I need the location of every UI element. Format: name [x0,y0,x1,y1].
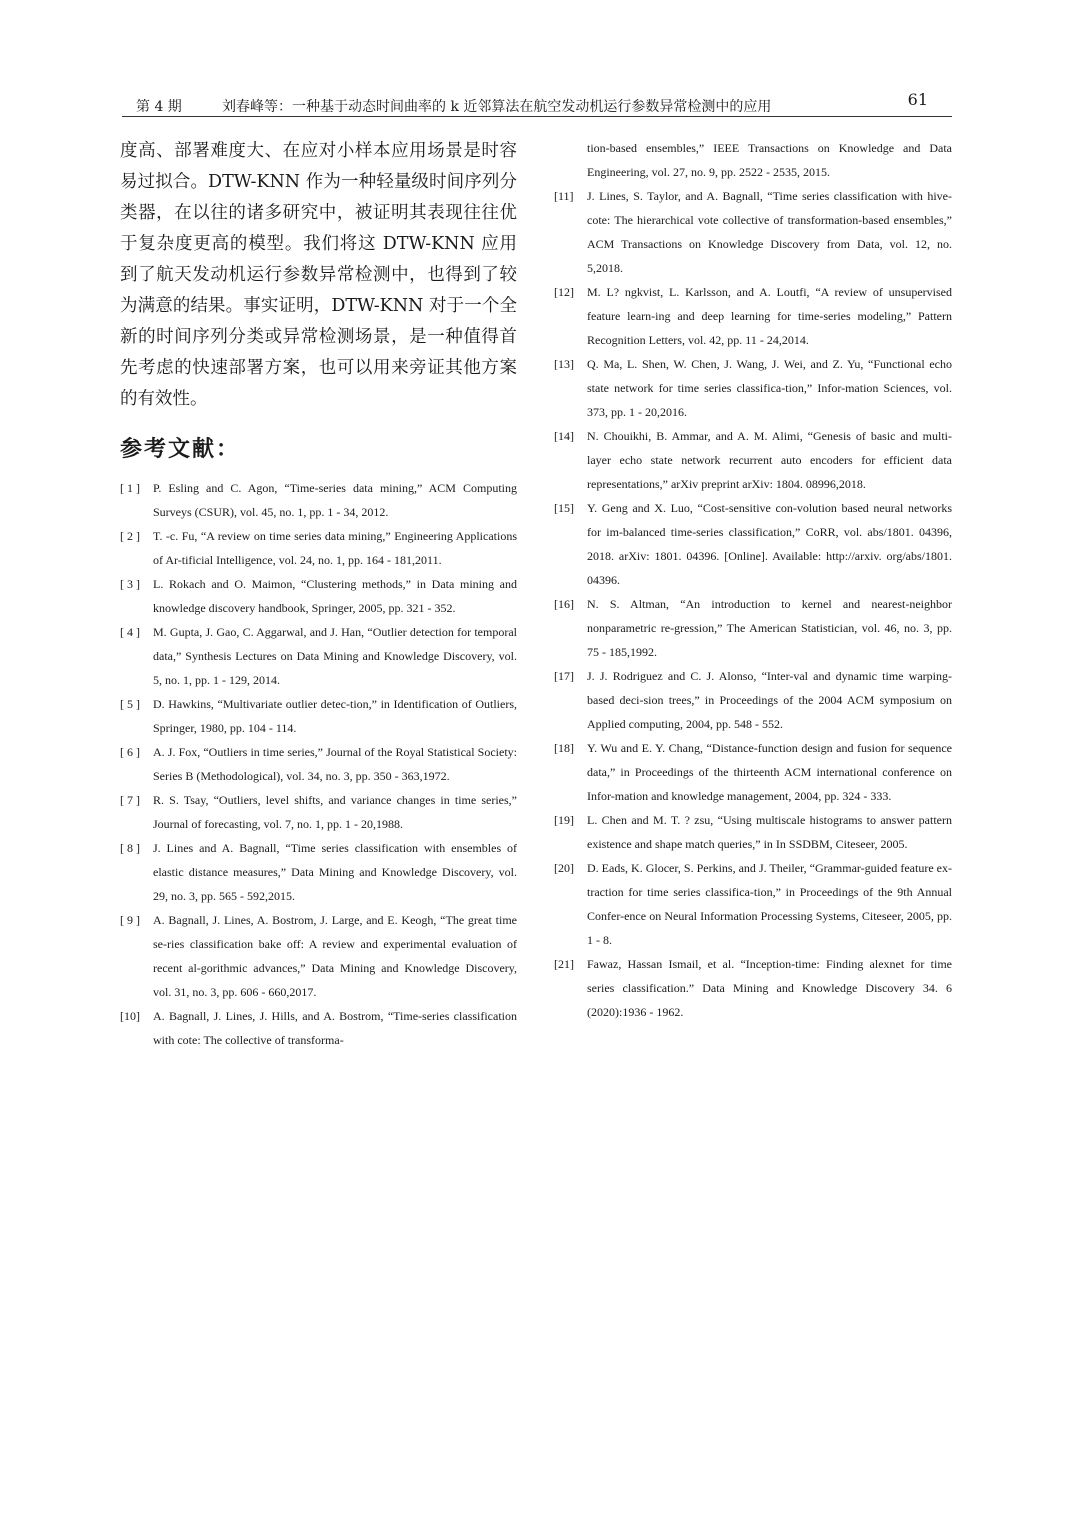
reference-item [120,836,517,908]
reference-tag: [ 3 ] [120,577,140,591]
reference-item [120,788,517,836]
reference-tag: [ 2 ] [120,529,140,543]
reference-text: M. Gupta, J. Gao, C. Aggarwal, and J. Han, “Outlier detection for temporal data,” Synthesis Lectures on Data Mining and Knowledge Discovery, vol. 5, no. 1, pp. 1 - 129, 2014. [153,625,517,687]
references-list-left [120,476,517,1052]
reference-item-continued [554,136,952,184]
reference-text: tion-based ensembles,” IEEE Transactions on Knowledge and Data Engineering, vol. 27, no. 9, pp. 2522 - 2535, 2015. [587,141,952,179]
reference-item [554,496,952,592]
reference-tag: [21] [554,957,574,971]
reference-item [554,856,952,952]
running-title: 刘春峰等：一种基于动态时间曲率的 k 近邻算法在航空发动机运行参数异常检测中的应用 [222,99,772,115]
reference-tag: [20] [554,861,574,875]
reference-text: M. L? ngkvist, L. Karlsson, and A. Loutfi, “A review of unsupervised feature learn-ing and deep learning for time-series modeling,” Pattern Recognition Letters, vol. 42, pp. 11 - 24,2014. [587,285,952,347]
reference-tag: [18] [554,741,574,755]
reference-item [554,808,952,856]
reference-text: D. Eads, K. Glocer, S. Perkins, and J. Theiler, “Grammar-guided feature ex-traction for time series classifica-tion,” in Proceedings of the 9th Annual Confer-ence on Neural Information Processing Systems, Citeseer, 2005, pp. 1 - 8. [587,861,952,947]
reference-text: J. Lines, S. Taylor, and A. Bagnall, “Time series classification with hive-cote: The hierarchical vote collective of transformation-based ensembles,” ACM Transactions on Knowledge Discovery from Data, vol. 12, no. 5,2018. [587,189,952,275]
reference-tag: [17] [554,669,574,683]
reference-tag: [11] [554,189,574,203]
reference-tag: [ 8 ] [120,841,140,855]
reference-tag: [14] [554,429,574,443]
reference-item [120,1004,517,1052]
reference-text: P. Esling and C. Agon, “Time-series data mining,” ACM Computing Surveys (CSUR), vol. 45, no. 1, pp. 1 - 34, 2012. [153,481,517,519]
reference-text: D. Hawkins, “Multivariate outlier detec-tion,” in Identification of Outliers, Springer, 1980, pp. 104 - 114. [153,697,517,735]
reference-item [120,524,517,572]
references-list-right [554,136,952,1024]
reference-text: J. Lines and A. Bagnall, “Time series classification with ensembles of elastic distance measures,” Data Mining and Knowledge Discovery, vol. 29, no. 3, pp. 565 - 592,2015. [153,841,517,903]
reference-text: Y. Geng and X. Luo, “Cost-sensitive con-volution based neural networks for im-balanced time-series classification,” CoRR, vol. abs/1801. 04396, 2018. arXiv: 1801. 04396. [Online]. Available: http://arxiv. org/abs/1801. 04396. [587,501,952,587]
reference-text: T. -c. Fu, “A review on time series data mining,” Engineering Applications of Ar-tificial Intelligence, vol. 24, no. 1, pp. 164 - 181,2011. [153,529,517,567]
reference-item [120,620,517,692]
reference-item [554,664,952,736]
reference-tag: [ 9 ] [120,913,140,927]
reference-tag: [ 5 ] [120,697,140,711]
page-header [122,92,952,117]
reference-text: R. S. Tsay, “Outliers, level shifts, and variance changes in time series,” Journal of forecasting, vol. 7, no. 1, pp. 1 - 20,1988. [153,793,517,831]
reference-text: A. J. Fox, “Outliers in time series,” Journal of the Royal Statistical Society: Series B (Methodological), vol. 34, no. 3, pp. 350 - 363,1972. [153,745,517,783]
reference-tag: [ 6 ] [120,745,140,759]
reference-text: A. Bagnall, J. Lines, A. Bostrom, J. Large, and E. Keogh, “The great time se-ries classification bake off: A review and experimental evaluation of recent al-gorithmic advances,” Data Mining and Knowledge Discovery, vol. 31, no. 3, pp. 606 - 660,2017. [153,913,517,999]
reference-item [554,952,952,1024]
reference-tag: [13] [554,357,574,371]
reference-item [554,280,952,352]
issue-label: 第 4 期 [136,99,182,115]
reference-text: N. Chouikhi, B. Ammar, and A. M. Alimi, “Genesis of basic and multi-layer echo state network recurrent auto encoders for efficient data representations,” arXiv preprint arXiv: 1804. 08996,2018. [587,429,952,491]
reference-text: J. J. Rodriguez and C. J. Alonso, “Inter-val and dynamic time warping-based deci-sion trees,” in Proceedings of the 2004 ACM symposium on Applied computing, 2004, pp. 548 - 552. [587,669,952,731]
reference-item [120,692,517,740]
reference-text: Fawaz, Hassan Ismail, et al. “Inception-time: Finding alexnet for time series classification.” Data Mining and Knowledge Discovery 34. 6 (2020):1936 - 1962. [587,957,952,1019]
reference-tag: [19] [554,813,574,827]
reference-text: A. Bagnall, J. Lines, J. Hills, and A. Bostrom, “Time-series classification with cote: The collective of transforma- [153,1009,517,1047]
reference-item [120,572,517,620]
reference-item [120,476,517,524]
references-heading: 参考文献： [120,436,241,462]
reference-item [554,736,952,808]
body-paragraph: 度高、部署难度大、在应对小样本应用场景是时容易过拟合。DTW-KNN 作为一种轻量级时间序列分类器，在以往的诸多研究中，被证明其表现往往优于复杂度更高的模型。我们将这 DTW-KNN 应用到了航天发动机运行参数异常检测中，也得到了较为满意的结果。事实证明，DTW-KNN 对于一个全新的时间序列分类或异常检测场景，是一种值得首先考虑的快速部署方案，也可以用来旁证其他方案的有效性。 [120,141,517,409]
reference-item [554,184,952,280]
reference-tag: [16] [554,597,574,611]
reference-tag: [ 7 ] [120,793,140,807]
reference-tag: [12] [554,285,574,299]
reference-text: Q. Ma, L. Shen, W. Chen, J. Wang, J. Wei, and Z. Yu, “Functional echo state network for time series classifica-tion,” Infor-mation Sciences, vol. 373, pp. 1 - 20,2016. [587,357,952,419]
reference-tag: [ 4 ] [120,625,140,639]
reference-text: Y. Wu and E. Y. Chang, “Distance-function design and fusion for sequence data,” in Proceedings of the thirteenth ACM international conference on Infor-mation and knowledge management, 2004, pp. 324 - 333. [587,741,952,803]
reference-text: L. Chen and M. T. ? zsu, “Using multiscale histograms to answer pattern existence and shape match queries,” in In SSDBM, Citeseer, 2005. [587,813,952,851]
reference-text: N. S. Altman, “An introduction to kernel and nearest-neighbor nonparametric re-gression,” The American Statistician, vol. 46, no. 3, pp. 75 - 185,1992. [587,597,952,659]
reference-tag: [ 1 ] [120,481,140,495]
page-number: 61 [907,90,928,109]
reference-text: L. Rokach and O. Maimon, “Clustering methods,” in Data mining and knowledge discovery handbook, Springer, 2005, pp. 321 - 352. [153,577,517,615]
reference-item [120,908,517,1004]
reference-item [120,740,517,788]
reference-item [554,592,952,664]
reference-item [554,352,952,424]
reference-item [554,424,952,496]
reference-tag: [10] [120,1009,140,1023]
reference-tag: [15] [554,501,574,515]
